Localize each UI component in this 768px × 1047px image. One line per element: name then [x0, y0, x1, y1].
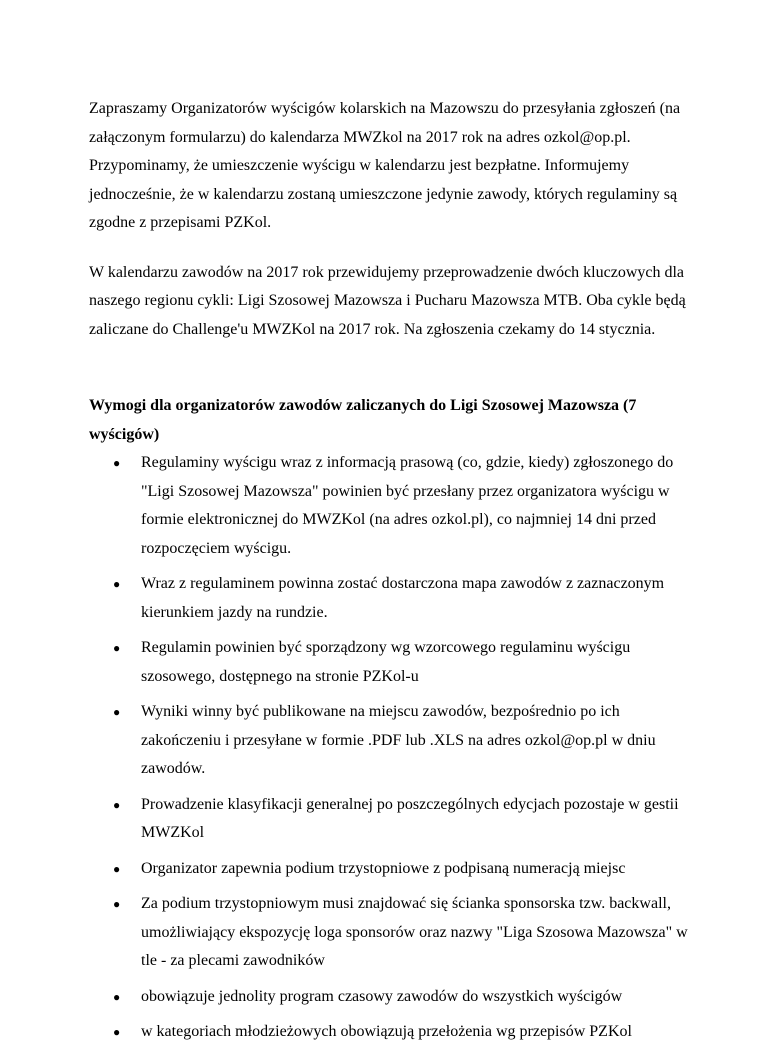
requirement-item — [89, 890, 688, 976]
requirements-list — [89, 449, 688, 1047]
bullet-icon: ● — [113, 641, 121, 655]
requirement-text: Prowadzenie klasyfikacji generalnej po poszczególnych edycjach pozostaje w gestii MWZKol — [141, 795, 679, 841]
requirement-text: Wraz z regulaminem powinna zostać dostarczona mapa zawodów z zaznaczonym kierunkiem jazdy na rundzie. — [141, 575, 665, 621]
heading-spacer — [89, 344, 688, 392]
requirement-text: Wyniki winny być publikowane na miejscu zawodów, bezpośrednio po ich zakończeniu i przesyłane w formie .PDF lub .XLS na adres ozkol@op.pl w dniu zawodów. — [141, 703, 656, 777]
requirement-text: Regulamin powinien być sporządzony wg wzorcowego regulaminu wyścigu szosowego, dostępnego na stronie PZKol-u — [141, 639, 631, 685]
requirement-text: Regulaminy wyścigu wraz z informacją prasową (co, gdzie, kiedy) zgłoszonego do "Ligi Szosowej Mazowsza" powinien być przesłany przez organizatora wyścigu w formie elektronicznej do MWZKol (na adres ozkol.pl), co najmniej 14 dni przed rozpoczęciem wyścigu. — [141, 454, 674, 557]
requirement-text: obowiązuje jednolity program czasowy zawodów do wszystkich wyścigów — [141, 987, 623, 1005]
requirement-item — [89, 791, 688, 848]
requirement-item — [89, 449, 688, 563]
bullet-icon: ● — [113, 1025, 121, 1039]
requirement-item — [89, 983, 688, 1012]
bullet-icon: ● — [113, 989, 121, 1004]
bullet-icon: ● — [113, 797, 121, 812]
requirement-item — [89, 634, 688, 691]
requirements-heading: Wymogi dla organizatorów zawodów zaliczanych do Ligi Szosowej Mazowsza (7 wyścigów) — [89, 397, 637, 443]
paragraph-spacer — [89, 238, 688, 259]
requirement-item — [89, 1018, 688, 1047]
requirement-item — [89, 570, 688, 627]
requirement-text: Za podium trzystopniowym musi znajdować się ścianka sponsorska tzw. backwall, umożliwiający ekspozycję loga sponsorów oraz nazwy "Liga Szosowa Mazowsza" w tle - za plecami zawodników — [141, 895, 688, 969]
bullet-icon: ● — [113, 897, 121, 911]
requirement-item — [89, 698, 688, 784]
requirement-text: Organizator zapewnia podium trzystopniowe z podpisaną numeracją miejsc — [141, 859, 626, 877]
calendar-paragraph: W kalendarzu zawodów na 2017 rok przewidujemy przeprowadzenie dwóch kluczowych dla naszego regionu cykli: Ligi Szosowej Mazowsza i Pucharu Mazowsza MTB. Oba cykle będą zaliczane do Challenge'u MWZKol na 2017 rok. Na zgłoszenia czekamy do 14 stycznia. — [89, 263, 686, 338]
requirement-item — [89, 855, 688, 884]
bullet-icon: ● — [113, 861, 121, 876]
bullet-icon: ● — [113, 577, 121, 591]
intro-paragraph: Zapraszamy Organizatorów wyścigów kolarskich na Mazowszu do przesyłania zgłoszeń (na załączonym formularzu) do kalendarza MWZkol na 2017 rok na adres ozkol@op.pl. Przypominamy, że umieszczenie wyścigu w kalendarzu jest bezpłatne. Informujemy jednocześnie, że w kalendarzu zostaną umieszczone jedynie zawody, których regulaminy są zgodne z przepisami PZKol. — [89, 100, 681, 231]
requirement-text: w kategoriach młodzieżowych obowiązują przełożenia wg przepisów PZKol — [141, 1023, 632, 1040]
bullet-icon: ● — [113, 456, 121, 470]
bullet-icon: ● — [113, 705, 121, 719]
